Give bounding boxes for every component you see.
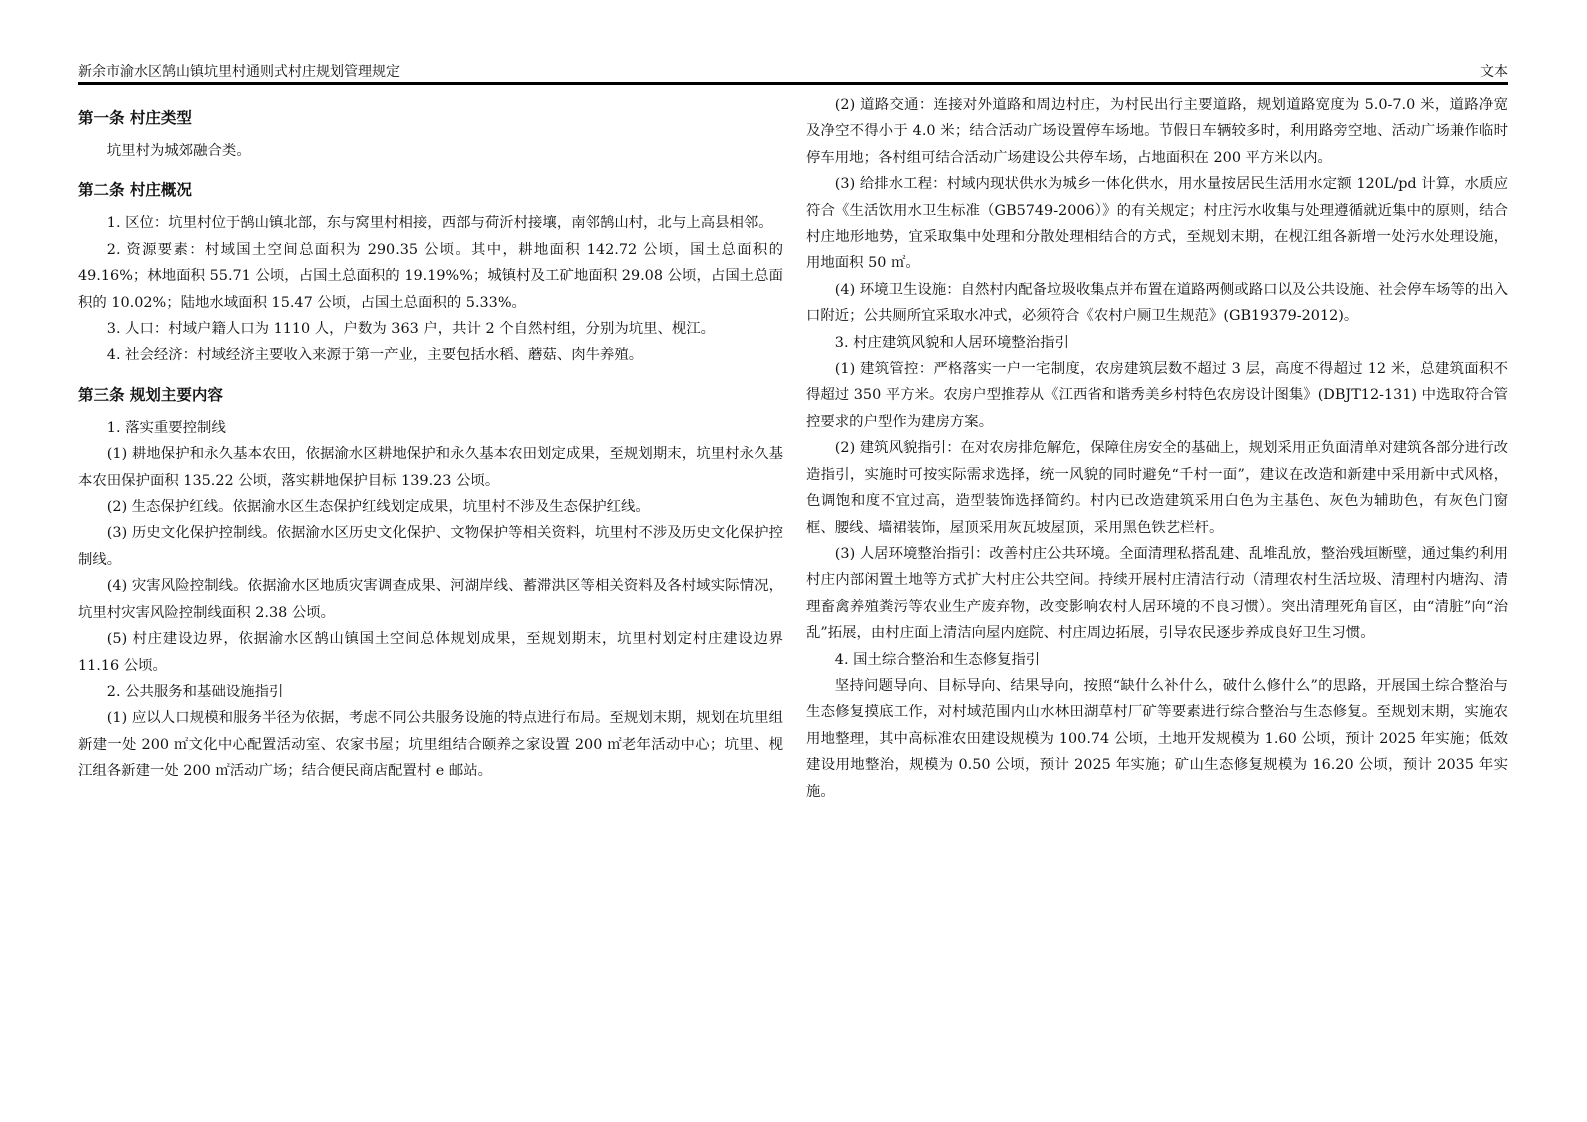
subheading-architecture: 3. 村庄建筑风貌和人居环境整治指引 <box>834 334 1069 351</box>
building-control-paragraph: (1) 建筑管控：严格落实一户一宅制度，农房建筑层数不超过 3 层，高度不得超过 12 米，总建筑面积不得超过 350 平方米。农房户型推荐从《江西省和谐秀美乡村特色农房设计图集》(DBJT12-131) 中选取符合管控要求的户型作为建房方案。 <box>806 361 1508 430</box>
article-3-heading: 第三条 规划主要内容 <box>78 385 223 404</box>
article-2-population: 3. 人口：村域户籍人口为 1110 人，户数为 363 户，共计 2 个自然村组，分别为坑里、枧江。 <box>106 321 716 338</box>
article-2-economy: 4. 社会经济：村域经济主要收入来源于第一产业，主要包括水稻、蘑菇、肉牛养殖。 <box>106 347 644 364</box>
article-1-heading: 第一条 村庄类型 <box>78 109 192 127</box>
subheading-land-restoration: 4. 国土综合整治和生态修复指引 <box>834 651 1041 668</box>
article-3-subheading-public-services: 2. 公共服务和基础设施指引 <box>106 683 284 700</box>
article-3-farmland: (1) 耕地保护和永久基本农田，依据渝水区耕地保护和永久基本农田划定成果，至规划期末，坑里村永久基本农田保护面积 135.22 公顷，落实耕地保护目标 139.23 公顷。 <box>78 446 783 489</box>
right-column <box>806 92 1508 805</box>
roads-paragraph: (2) 道路交通：连接对外道路和周边村庄，为村民出行主要道路，规划道路宽度为 5.0-7.0 米，道路净宽及净空不得小于 4.0 米；结合活动广场设置停车场地。节假日车辆较多时，利用路旁空地、活动广场兼作临时停车用地；各村组可结合活动广场建设公共停车场，占地面积在 200 平方米以内。 <box>806 97 1508 166</box>
header-section-label: 文本 <box>1480 64 1508 80</box>
header-rule <box>78 82 1508 85</box>
living-environment-paragraph: (3) 人居环境整治指引：改善村庄公共环境。全面清理私搭乱建、乱堆乱放，整治残垣断壁，通过集约利用村庄内部闲置土地等方式扩大村庄公共空间。持续开展村庄清洁行动（清理农村生活垃圾、清理村内塘沟、清理畜禽养殖粪污等农业生产废弃物，改变影响农村人居环境的不良习惯）。突出清理死角盲区，由“清脏”向“治乱”拓展，由村庄面上清洁向屋内庭院、村庄周边拓展，引导农民逐步养成良好卫生习惯。 <box>806 545 1508 642</box>
article-2-location: 1. 区位：坑里村位于鹄山镇北部，东与窝里村相接，西部与荷沂村接壤，南邻鹄山村，北与上高县相邻。 <box>106 215 773 232</box>
left-column <box>78 92 783 785</box>
article-1-paragraph: 坑里村为城郊融合类。 <box>106 143 251 159</box>
article-3-public-services: (1) 应以人口规模和服务半径为依据，考虑不同公共服务设施的特点进行布局。至规划末期，规划在坑里组新建一处 200 ㎡文化中心配置活动室、农家书屋；坑里组结合颐养之家设置 200 ㎡老年活动中心；坑里、枧江组各新建一处 200 ㎡活动广场；结合便民商店配置村 e 邮站。 <box>78 710 783 780</box>
article-3-subheading-control-lines: 1. 落实重要控制线 <box>106 419 226 436</box>
article-3-heritage-line: (3) 历史文化保护控制线。依据渝水区历史文化保护、文物保护等相关资料，坑里村不涉及历史文化保护控制线。 <box>78 525 783 568</box>
article-3-disaster-line: (4) 灾害风险控制线。依据渝水区地质灾害调查成果、河湖岸线、蓄滞洪区等相关资料及各村域实际情况，坑里村灾害风险控制线面积 2.38 公顷。 <box>78 578 783 621</box>
water-paragraph: (3) 给排水工程：村域内现状供水为城乡一体化供水，用水量按居民生活用水定额 120L/pd 计算，水质应符合《生活饮用水卫生标准（GB5749-2006）》的有关规定；村庄污水收集与处理遵循就近集中的原则，结合村庄地形地势，宜采取集中处理和分散处理相结合的方式，至规划末期，在枧江组各新增一处污水处理设施，用地面积 50 ㎡。 <box>806 176 1508 272</box>
header-title: 新余市渝水区鹄山镇坑里村通则式村庄规划管理规定 <box>78 64 400 80</box>
article-2-heading: 第二条 村庄概况 <box>78 181 192 200</box>
land-restoration-paragraph: 坚持问题导向、目标导向、结果导向，按照“缺什么补什么，破什么修什么”的思路，开展国土综合整治与生态修复摸底工作，对村域范围内山水林田湖草村厂矿等要素进行综合整治与生态修复。至规划末期，实施农用地整理，其中高标准农田建设规模为 100.74 公顷，土地开发规模为 1.60 公顷，预计 2025 年实施；低效建设用地整治，规模为 0.50 公顷，预计 2025 年实施；矿山生态修复规模为 16.20 公顷，预计 2035 年实施。 <box>806 677 1508 800</box>
article-3-ecology-redline: (2) 生态保护红线。依据渝水区生态保护红线划定成果，坑里村不涉及生态保护红线。 <box>106 499 650 516</box>
building-style-paragraph: (2) 建筑风貌指引：在对农房排危解危，保障住房安全的基础上，规划采用正负面清单对建筑各部分进行改造指引，实施时可按实际需求选择，统一风貌的同时避免“千村一面”，建议在改造和新建中采用新中式风格，色调饱和度不宜过高，造型装饰选择简约。村内已改造建筑采用白色为主基色、灰色为辅助色，有灰色门窗框、腰线、墙裙装饰，屋顶采用灰瓦坡屋顶，采用黑色铁艺栏杆。 <box>806 440 1508 536</box>
sanitation-paragraph: (4) 环境卫生设施：自然村内配备垃圾收集点并布置在道路两侧或路口以及公共设施、社会停车场等的出入口附近；公共厕所宜采取水冲式，必须符合《农村户厕卫生规范》(GB19379-2012)。 <box>806 281 1508 325</box>
article-2-resources: 2. 资源要素：村域国土空间总面积为 290.35 公顷。其中，耕地面积 142.72 公顷，国土总面积的 49.16%；林地面积 55.71 公顷，占国土总面积的 19.19%%；城镇村及工矿地面积 29.08 公顷，占国土总面积的 10.02%；陆地水域面积 15.47 公顷，占国土总面积的 5.33%。 <box>78 241 783 311</box>
page-header <box>78 62 1508 82</box>
article-3-village-boundary: (5) 村庄建设边界，依据渝水区鹄山镇国土空间总体规划成果，至规划期末，坑里村划定村庄建设边界 11.16 公顷。 <box>78 631 783 674</box>
